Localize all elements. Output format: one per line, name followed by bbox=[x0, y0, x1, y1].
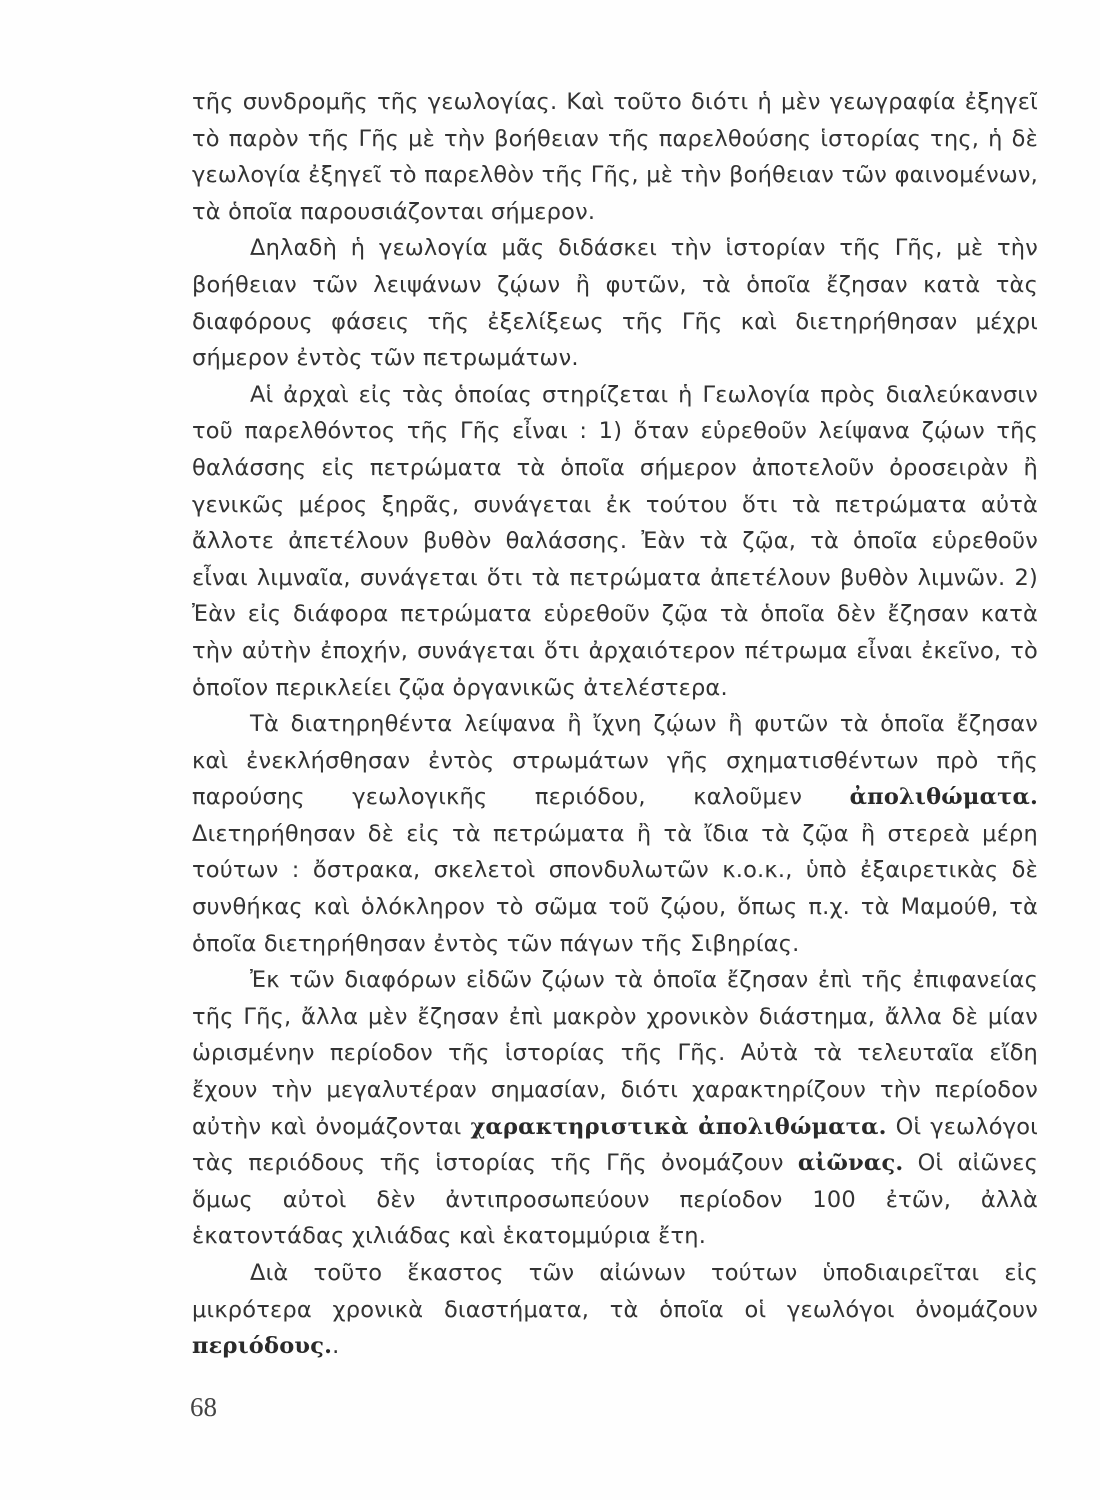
paragraph-1 bbox=[192, 84, 1038, 230]
text-run: Διετηρήθησαν δὲ εἰς τὰ πετρώματα ἢ τὰ ἴδια τὰ ζῷα ἢ στερεὰ μέρη τούτων : ὄστρακα, σκελετοὶ σπονδυλωτῶν κ.ο.κ., ὑπὸ ἐξαιρετικὰς δὲ συνθήκας καὶ ὁλόκληρον τὸ σῶμα τοῦ ζῴου, ὅπως π.χ. τὰ Μαμούθ, τὰ ὁποῖα διετηρήθησαν ἐντὸς τῶν πάγων τῆς Σιβηρίας. bbox=[192, 820, 1038, 957]
paragraph-4 bbox=[192, 706, 1038, 962]
page-number: 68 bbox=[190, 1392, 217, 1422]
paragraph-6 bbox=[192, 1255, 1038, 1365]
text-run: Διὰ τοῦτο ἕκαστος τῶν αἰώνων τούτων ὑποδιαιρεῖται εἰς μικρότερα χρονικὰ διαστήματα, τὰ ὁποῖα οἱ γεωλόγοι ὀνομάζουν bbox=[192, 1260, 1038, 1323]
paragraph-5 bbox=[192, 962, 1038, 1255]
text-run: Ἐκ τῶν διαφόρων εἰδῶν ζῴων τὰ ὁποῖα ἔζησαν ἐπὶ τῆς ἐπιφανείας τῆς Γῆς, ἄλλα μὲν ἔζησαν ἐπὶ μακρὸν χρονικὸν διάστημα, ἄλλα δὲ μίαν ὡρισμένην περίοδον τῆς ἱστορίας τῆς Γῆς. Αὐτὰ τὰ τελευταῖα εἴδη ἔχουν τὴν μεγαλυτέραν σημασίαν, διότι χαρακτηρίζουν τὴν περίοδον αὐτὴν καὶ ὀνομάζονται bbox=[192, 967, 1038, 1140]
text-run: Οἱ γεωλόγοι τὰς περιόδους τῆς ἱστορίας τῆς Γῆς ὀνομάζουν bbox=[192, 1113, 1038, 1177]
text-run: Δηλαδὴ ἡ γεωλογία μᾶς διδάσκει τὴν ἱστορίαν τῆς Γῆς, μὲ τὴν βοήθειαν τῶν λειψάνων ζῴων ἢ φυτῶν, τὰ ὁποῖα ἔζησαν κατὰ τὰς διαφόρους φάσεις τῆς ἐξελίξεως τῆς Γῆς καὶ διετηρήθησαν μέχρι σήμερον ἐντὸς τῶν πετρωμάτων. bbox=[192, 235, 1038, 372]
text-run: Αἱ ἀρχαὶ εἰς τὰς ὁποίας στηρίζεται ἡ Γεωλογία πρὸς διαλεύκανσιν τοῦ παρελθόντος τῆς Γῆς εἶναι : 1) ὅταν εὑρεθοῦν λείψανα ζῴων τῆς θαλάσσης εἰς πετρώματα τὰ ὁποῖα σήμερον ἀποτελοῦν ὀροσειρὰν ἢ γενικῶς μέρος ξηρᾶς, συνάγεται ἐκ τούτου ὅτι τὰ πετρώματα αὐτὰ ἄλλοτε ἀπετέλουν βυθὸν θαλάσσης. Ἐὰν τὰ ζῷα, τὰ ὁποῖα εὑρεθοῦν εἶναι λιμναῖα, συνάγεται ὅτι τὰ πετρώματα ἀπετέλουν βυθὸν λιμνῶν. 2) Ἐὰν εἰς διάφορα πετρώματα εὑρεθοῦν ζῷα τὰ ὁποῖα δὲν ἔζησαν κατὰ τὴν αὐτὴν ἐποχήν, συνάγεται ὅτι ἀρχαιότερον πέτρωμα εἶναι ἐκεῖνο, τὸ ὁποῖον περικλείει ζῷα ὀργανικῶς ἀτελέστερα. bbox=[192, 381, 1038, 701]
emphasized-term: ἀπολιθώματα. bbox=[849, 784, 1038, 811]
emphasized-term: χαρακτηριστικὰ ἀπολιθώματα. bbox=[470, 1113, 887, 1140]
paragraph-2 bbox=[192, 230, 1038, 376]
text-run: . bbox=[332, 1333, 340, 1360]
emphasized-term: περιόδους. bbox=[192, 1333, 333, 1360]
text-run: Οἱ αἰῶνες ὅμως αὐτοὶ δὲν ἀντιπροσωπεύουν περίοδον 100 ἐτῶν, ἀλλὰ ἑκατοντάδας χιλιάδας καὶ ἑκατομμύρια ἔτη. bbox=[192, 1150, 1038, 1250]
paragraph-3 bbox=[192, 377, 1038, 706]
text-run: Τὰ διατηρηθέντα λείψανα ἢ ἴχνη ζῴων ἢ φυτῶν τὰ ὁποῖα ἔζησαν καὶ ἐνεκλήσθησαν ἐντὸς στρωμάτων γῆς σχηματισθέντων πρὸ τῆς παρούσης γεωλογικῆς περιόδου, καλοῦμεν bbox=[192, 711, 1038, 811]
text-run: τῆς συνδρομῆς τῆς γεωλογίας. Καὶ τοῦτο διότι ἡ μὲν γεωγραφία ἐξηγεῖ τὸ παρὸν τῆς Γῆς μὲ τὴν βοήθειαν τῆς παρελθούσης ἱστορίας της, ἡ δὲ γεωλογία ἐξηγεῖ τὸ παρελθὸν τῆς Γῆς, μὲ τὴν βοήθειαν τῶν φαινομένων, τὰ ὁποῖα παρουσιάζονται σήμερον. bbox=[192, 89, 1038, 225]
body-text bbox=[192, 84, 1038, 1365]
emphasized-term: αἰῶνας. bbox=[797, 1150, 904, 1177]
